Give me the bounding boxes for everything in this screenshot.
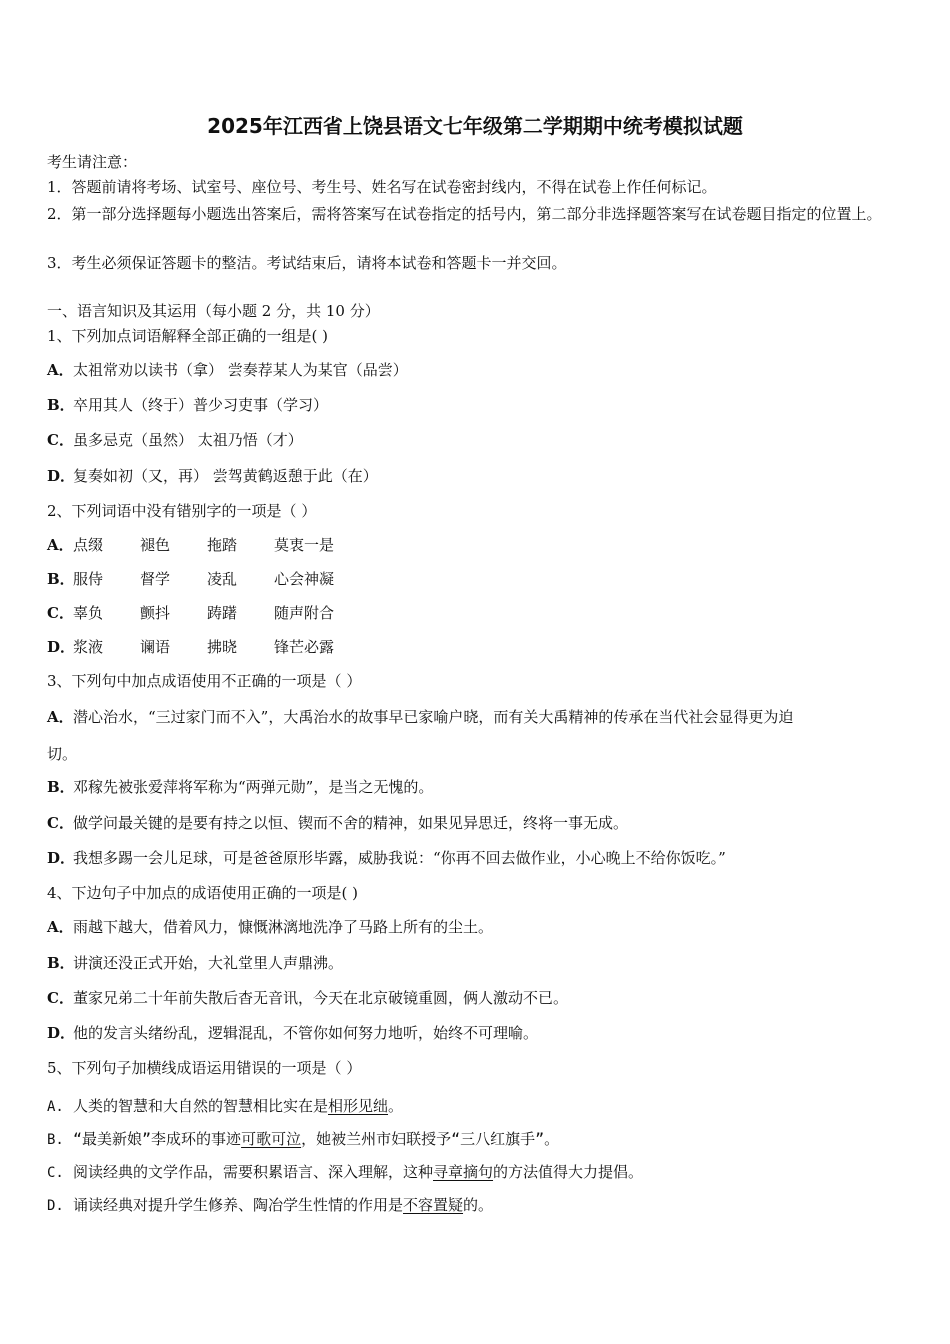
word: 拂晓 [207,638,238,656]
q1-option-b [47,395,903,415]
question-4-stem: 4、下边句子中加点的成语使用正确的一项是( ) [47,884,359,902]
option-letter: C． [47,604,74,622]
underlined-idiom: 可歌可泣 [241,1130,302,1148]
notice-item-2: 2．第一部分选择题每小题选出答案后，需将答案写在试卷指定的括号内，第二部分非选择题答案写在试卷题目指定的位置上。 [47,205,882,223]
option-letter: A． [47,361,74,379]
q5-option-d [47,1195,903,1216]
word: 踌躇 [207,604,238,622]
notice-item-1: 1．答题前请将考场、试室号、座位号、考生号、姓名写在试卷密封线内，不得在试卷上作任何标记。 [47,178,717,196]
word: 点缀 [73,536,104,554]
option-text: 卒用其人（终于）普少习吏事（学习） [73,396,329,414]
q3-option-c [47,813,903,833]
q3-option-d [47,848,903,868]
word: 凌乱 [207,570,238,588]
option-letter: B． [47,570,75,588]
underlined-idiom: 寻章摘句 [433,1163,494,1181]
question-3-stem: 3、下列句中加点成语使用不正确的一项是（ ） [47,672,362,690]
option-letter: B． [47,396,75,414]
q4-option-b [47,953,903,973]
option-text: 董家兄弟二十年前失散后杳无音讯，今天在北京破镜重圆，俩人激动不已。 [73,989,569,1007]
question-5-stem: 5、下列句子加横线成语运用错误的一项是（ ） [47,1059,362,1077]
q5-option-b [47,1129,903,1150]
option-text: 做学问最关键的是要有持之以恒、锲而不舍的精神，如果见异思迁，终将一事无成。 [73,814,629,832]
option-text: 我想多踢一会儿足球，可是爸爸原形毕露，威胁我说：“你再不回去做作业，小心晚上不给你饭吃。” [73,849,726,867]
option-text: 潜心治水，“三过家门而不入”，大禹治水的故事早已家喻户晓，而有关大禹精神的传承在当代社会显得更为迫 [73,708,794,726]
q2-option-c [47,603,903,623]
question-1-stem: 1、下列加点词语解释全部正确的一组是( ) [47,327,329,345]
option-text: 他的发言头绪纷乱，逻辑混乱，不管你如何努力地听，始终不可理喻。 [73,1024,539,1042]
option-text: 复奏如初（又，再） 尝驾黄鹤返憩于此（在） [73,467,378,485]
option-text: 雨越下越大，借着风力，慷慨淋漓地洗净了马路上所有的尘土。 [73,918,494,936]
question-2-stem: 2、下列词语中没有错别字的一项是（ ） [47,502,317,520]
q5-option-a [47,1096,903,1117]
q4-option-d [47,1023,903,1043]
word: 褪色 [140,536,171,554]
option-letter: A． [47,708,74,726]
word: 服侍 [73,570,104,588]
option-letter: A． [47,918,74,936]
word: 督学 [140,570,171,588]
option-text: 虽多忌克（虽然） 太祖乃悟（才） [73,431,303,449]
option-letter: B. [47,1132,64,1148]
q4-option-c [47,988,903,1008]
option-text: 邓稼先被张爱萍将军称为“两弹元勋”，是当之无愧的。 [73,778,434,796]
q2-option-d [47,637,903,657]
q2-option-a [47,535,903,555]
q3-option-a-continued: 切。 [47,745,78,763]
option-letter: D. [47,1198,64,1214]
option-text: “最美新娘”李成环的事迹 [73,1130,242,1148]
page-title: 2025年江西省上饶县语文七年级第二学期期中统考模拟试题 [207,114,743,138]
option-letter: A. [47,1099,64,1115]
notice-item-3: 3．考生必须保证答题卡的整洁。考试结束后，请将本试卷和答题卡一并交回。 [47,254,567,272]
word: 颤抖 [140,604,171,622]
option-text: 讲演还没正式开始，大礼堂里人声鼎沸。 [73,954,344,972]
option-letter: D． [47,849,76,867]
option-letter: C． [47,431,74,449]
option-letter: B． [47,954,75,972]
q3-option-b [47,777,903,797]
word: 拖踏 [207,536,238,554]
word: 辜负 [73,604,104,622]
option-letter: A． [47,536,74,554]
q4-option-a [47,917,903,937]
option-letter: D． [47,1024,76,1042]
option-letter: C． [47,814,74,832]
option-letter: D． [47,638,76,656]
underlined-idiom: 不容置疑 [403,1196,464,1214]
word: 莫衷一是 [274,536,335,554]
q3-option-a [47,707,903,727]
option-text: 人类的智慧和大自然的智慧相比实在是 [73,1097,329,1115]
q5-option-c [47,1162,903,1183]
word: 谰语 [140,638,171,656]
option-text-end: 。 [388,1097,404,1115]
option-letter: C. [47,1165,64,1181]
q1-option-d [47,466,903,486]
option-text: 阅读经典的文学作品，需要积累语言、深入理解，这种 [73,1163,434,1181]
option-text-end: 的方法值得大力提倡。 [493,1163,644,1181]
word: 浆液 [73,638,104,656]
q1-option-a [47,360,903,380]
option-text-end: 的。 [463,1196,494,1214]
option-letter: C． [47,989,74,1007]
option-text: 诵读经典对提升学生修养、陶冶学生性情的作用是 [73,1196,404,1214]
word: 随声附合 [274,604,335,622]
word: 锋芒必露 [274,638,335,656]
underlined-idiom: 相形见绌 [328,1097,389,1115]
option-letter: B． [47,778,75,796]
section-heading: 一、语言知识及其运用（每小题 2 分，共 10 分） [47,302,380,320]
option-letter: D． [47,467,76,485]
word: 心会神凝 [274,570,335,588]
option-text: 太祖常劝以读书（拿） 尝奏荐某人为某官（品尝） [73,361,408,379]
q1-option-c [47,430,903,450]
q2-option-b [47,569,903,589]
option-text-end: ，她被兰州市妇联授予“三八红旗手”。 [301,1130,560,1148]
notice-heading: 考生请注意： [47,153,138,171]
